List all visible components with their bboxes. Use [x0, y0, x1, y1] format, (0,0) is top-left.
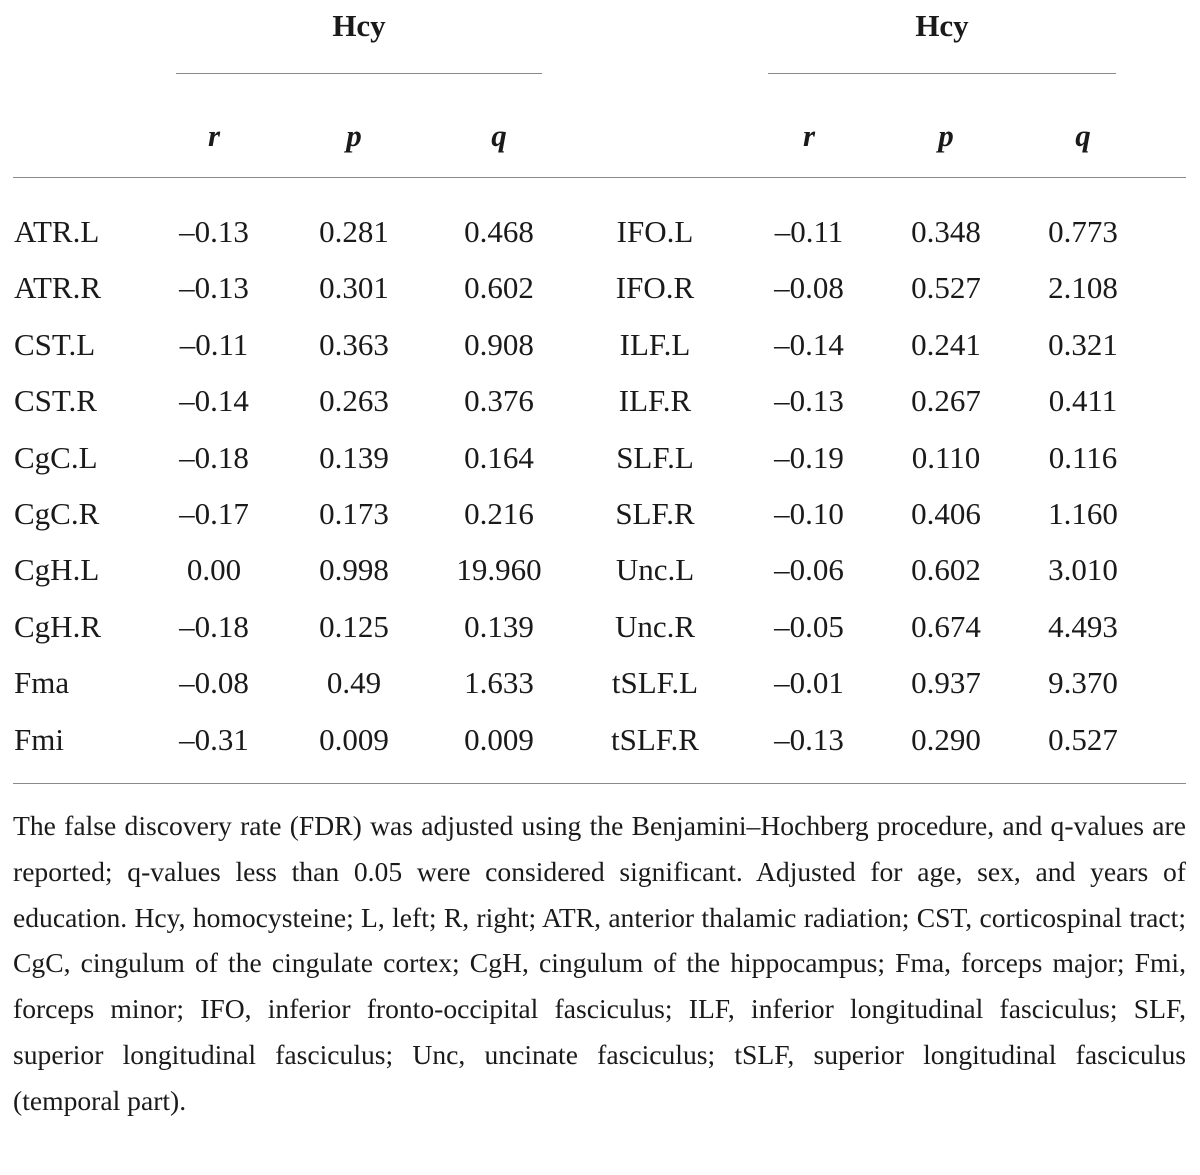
- cell-right-tract: tSLF.L: [611, 665, 699, 701]
- table-footnote: The false discovery rate (FDR) was adjusted using the Benjamini–Hochberg procedure, and q-values are reported; q-values less than 0.05 were considered significant. Adjusted for age, sex, and years of education. Hcy, homocysteine; L, left; R, right; ATR, anterior thalamic radiation; CST, corticospinal tract; CgC, cingulum of the cingulate cortex; CgH, cingulum of the hippocampus; Fma, forceps major; Fmi, forceps minor; IFO, inferior fronto-occipital fasciculus; ILF, inferior longitudinal fasciculus; SLF, superior longitudinal fasciculus; Unc, uncinate fasciculus; tSLF, superior longitudinal fasciculus (temporal part).: [13, 810, 1186, 1116]
- col-header-p-right: p: [938, 118, 954, 153]
- cell-right-q: 1.160: [1048, 496, 1118, 531]
- cell-right-tract: IFO.R: [615, 270, 695, 306]
- cell-left-p: 0.301: [319, 270, 389, 306]
- cell-right-r: –0.08: [774, 270, 844, 306]
- cell-right-q: 0.411: [1048, 383, 1118, 419]
- group-header-left: Hcy: [332, 8, 386, 43]
- header-rule: [13, 177, 1186, 178]
- col-header-p-left: p: [346, 118, 362, 153]
- cell-right-tract: ILF.L: [619, 326, 691, 362]
- cell-left-tract: CST.L: [14, 326, 96, 362]
- group-rule-left: [176, 73, 542, 74]
- col-header-r-left: r: [207, 118, 221, 153]
- cell-left-p: 0.173: [319, 496, 389, 531]
- cell-left-p: 0.139: [319, 439, 389, 475]
- cell-left-r: –0.14: [179, 383, 249, 419]
- cell-left-r: –0.18: [179, 608, 249, 644]
- cell-left-tract: Fmi: [14, 721, 64, 757]
- col-header-r-right: r: [802, 118, 816, 153]
- cell-right-r: –0.11: [774, 214, 844, 249]
- cell-left-r: 0.00: [186, 552, 242, 588]
- cell-left-tract: ATR.R: [14, 270, 101, 306]
- cell-right-p: 0.348: [911, 214, 981, 249]
- cell-left-q: 0.139: [464, 608, 534, 644]
- cell-left-q: 19.960: [456, 552, 542, 588]
- cell-right-tract: Unc.L: [615, 552, 695, 588]
- cell-right-tract: IFO.L: [616, 214, 694, 249]
- cell-right-q: 0.116: [1048, 439, 1118, 475]
- cell-right-p: 0.937: [911, 665, 981, 701]
- cell-left-q: 0.908: [464, 326, 534, 362]
- cell-left-r: –0.18: [179, 439, 249, 475]
- cell-left-r: –0.17: [179, 496, 249, 531]
- cell-left-p: 0.49: [326, 665, 382, 701]
- cell-right-tract: tSLF.R: [611, 721, 699, 757]
- cell-right-r: –0.13: [774, 383, 844, 419]
- cell-right-r: –0.06: [774, 552, 844, 588]
- cell-left-q: 0.216: [464, 496, 534, 531]
- cell-right-r: –0.14: [774, 326, 844, 362]
- cell-left-r: –0.31: [179, 721, 249, 757]
- cell-right-r: –0.13: [774, 721, 844, 757]
- cell-right-q: 9.370: [1048, 665, 1118, 701]
- cell-right-tract: Unc.R: [614, 608, 696, 644]
- cell-left-q: 0.164: [464, 439, 534, 475]
- cell-left-r: –0.11: [179, 326, 249, 362]
- cell-left-p: 0.998: [319, 552, 389, 588]
- cell-left-tract: CgC.L: [14, 439, 98, 475]
- cell-right-q: 0.527: [1048, 721, 1118, 757]
- cell-right-q: 0.773: [1048, 214, 1118, 249]
- cell-right-p: 0.267: [911, 383, 981, 419]
- group-rule-right: [768, 73, 1116, 74]
- cell-right-r: –0.01: [774, 665, 844, 701]
- cell-right-p: 0.241: [911, 326, 981, 362]
- cell-left-r: –0.13: [179, 214, 249, 249]
- col-header-q-left: q: [491, 118, 507, 153]
- cell-right-tract: ILF.R: [618, 383, 692, 419]
- cell-left-p: 0.363: [319, 326, 389, 362]
- cell-right-p: 0.602: [911, 552, 981, 588]
- cell-left-r: –0.13: [179, 270, 249, 306]
- cell-left-tract: CST.R: [14, 383, 97, 419]
- cell-left-q: 1.633: [464, 665, 534, 701]
- cell-left-tract: CgC.R: [14, 496, 100, 531]
- cell-left-r: –0.08: [179, 665, 249, 701]
- cell-right-q: 2.108: [1048, 270, 1118, 306]
- cell-right-r: –0.05: [774, 608, 844, 644]
- cell-left-p: 0.281: [319, 214, 389, 249]
- cell-right-p: 0.406: [911, 496, 981, 531]
- cell-right-r: –0.19: [774, 439, 844, 475]
- cell-left-q: 0.468: [464, 214, 534, 249]
- cell-left-tract: CgH.L: [14, 552, 100, 588]
- cell-right-q: 4.493: [1048, 608, 1118, 644]
- cell-right-tract: SLF.R: [615, 496, 695, 531]
- group-header-right: Hcy: [915, 8, 969, 43]
- cell-left-q: 0.376: [464, 383, 534, 419]
- cell-left-p: 0.009: [319, 721, 389, 757]
- cell-right-r: –0.10: [774, 496, 844, 531]
- cell-right-q: 0.321: [1048, 326, 1118, 362]
- cell-right-tract: SLF.L: [616, 439, 694, 475]
- cell-left-q: 0.602: [464, 270, 534, 306]
- cell-left-tract: ATR.L: [14, 214, 100, 249]
- cell-left-tract: Fma: [14, 665, 70, 701]
- cell-left-p: 0.263: [319, 383, 389, 419]
- cell-left-tract: CgH.R: [14, 608, 101, 644]
- cell-right-p: 0.674: [911, 608, 981, 644]
- cell-left-q: 0.009: [464, 721, 534, 757]
- cell-right-p: 0.110: [911, 439, 981, 475]
- cell-left-p: 0.125: [319, 608, 389, 644]
- table-bottom-rule: [13, 783, 1186, 784]
- cell-right-p: 0.527: [911, 270, 981, 306]
- cell-right-p: 0.290: [911, 721, 981, 757]
- cell-right-q: 3.010: [1048, 552, 1118, 588]
- col-header-q-right: q: [1075, 118, 1091, 153]
